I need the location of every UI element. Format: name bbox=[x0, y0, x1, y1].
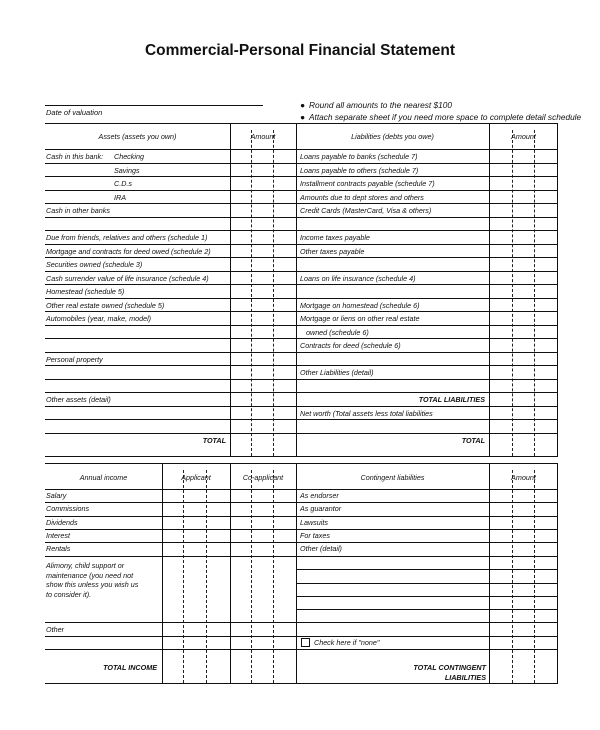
liability-row-rule bbox=[296, 325, 489, 326]
coapplicant-left-rule bbox=[230, 463, 231, 683]
income-row-label: Interest bbox=[46, 531, 70, 540]
liability-amount-rule bbox=[489, 379, 558, 380]
liability-row-rule bbox=[296, 338, 489, 339]
table2-row-rule bbox=[45, 502, 558, 503]
income-other-label: Other bbox=[46, 625, 64, 634]
contingent-amount-header: Amount bbox=[511, 473, 536, 482]
asset-row-rule bbox=[45, 365, 230, 366]
none-checkbox-label: Check here if "none" bbox=[314, 638, 380, 647]
asset-row-label: Other assets (detail) bbox=[46, 395, 111, 404]
page-title: Commercial-Personal Financial Statement bbox=[144, 42, 456, 59]
liability-row-rule bbox=[296, 433, 489, 434]
asset-row-label: Other real estate owned (schedule 5) bbox=[46, 301, 165, 310]
amount-divider bbox=[273, 130, 274, 456]
asset-row-rule bbox=[45, 325, 230, 326]
contingent-row-label: As endorser bbox=[300, 491, 339, 500]
liability-row-label: Credit Cards (MasterCard, Visa & others) bbox=[300, 206, 432, 215]
liability-amount-rule bbox=[489, 298, 558, 299]
income-row-label: Salary bbox=[46, 491, 67, 500]
asset-row-rule bbox=[45, 257, 230, 258]
asset-amount-rule bbox=[230, 230, 296, 231]
amount-divider bbox=[512, 130, 513, 456]
liability-row-rule bbox=[296, 176, 489, 177]
liability-row-rule bbox=[296, 298, 489, 299]
liability-amount-rule bbox=[489, 365, 558, 366]
asset-row-rule bbox=[45, 230, 230, 231]
header-rule bbox=[45, 149, 558, 150]
liability-amount-rule bbox=[489, 257, 558, 258]
contingent-header: Contingent liabilities bbox=[360, 473, 425, 482]
asset-amount-rule bbox=[230, 406, 296, 407]
liability-amount-rule bbox=[489, 230, 558, 231]
contingent-row-label: Other (detail) bbox=[300, 544, 342, 553]
asset-amount-rule bbox=[230, 163, 296, 164]
liability-row-rule bbox=[296, 163, 489, 164]
contingent-row-rule bbox=[296, 649, 558, 650]
asset-row-rule bbox=[45, 176, 230, 177]
asset-row-rule bbox=[45, 433, 230, 434]
asset-row-rule bbox=[45, 392, 230, 393]
liability-amount-rule bbox=[489, 325, 558, 326]
liability-amount-rule bbox=[489, 352, 558, 353]
liability-row-rule bbox=[296, 244, 489, 245]
liability-amount-rule bbox=[489, 217, 558, 218]
asset-row-label: Automobiles (year, make, model) bbox=[46, 314, 152, 323]
contingent-row-rule bbox=[296, 556, 558, 557]
liability-amount-rule bbox=[489, 433, 558, 434]
liability-amount-rule bbox=[489, 176, 558, 177]
applicant-header: Applicant bbox=[181, 473, 211, 482]
liability-row-label: Income taxes payable bbox=[300, 233, 370, 242]
asset-row-rule bbox=[45, 190, 230, 191]
liability-amount-rule bbox=[489, 163, 558, 164]
asset-row-rule bbox=[45, 311, 230, 312]
liability-amount-rule bbox=[489, 190, 558, 191]
liability-row-rule bbox=[296, 271, 489, 272]
asset-row-rule bbox=[45, 406, 230, 407]
income-row-label: Dividends bbox=[46, 518, 78, 527]
income-total-rule bbox=[45, 649, 296, 650]
liability-row-rule bbox=[296, 311, 489, 312]
liability-row-label: Loans payable to others (schedule 7) bbox=[300, 166, 419, 175]
asset-amount-rule bbox=[230, 433, 296, 434]
liability-row-rule bbox=[296, 406, 489, 407]
bullet-icon: ● bbox=[300, 112, 306, 122]
contingent-row-rule bbox=[296, 622, 558, 623]
income-row-rule bbox=[45, 622, 296, 623]
contingent-row-rule bbox=[296, 609, 558, 610]
cash-subtype-label: C.D.s bbox=[114, 179, 132, 188]
table-bottom-rule bbox=[45, 456, 558, 457]
coapplicant-header: Co-applicant bbox=[242, 473, 284, 482]
liabilities-total-label: TOTAL LIABILITIES bbox=[418, 395, 485, 404]
liability-amount-rule bbox=[489, 203, 558, 204]
assets-amount-header: Amount bbox=[250, 132, 276, 141]
amount-divider bbox=[534, 130, 535, 456]
liability-row-rule bbox=[296, 203, 489, 204]
liability-amount-rule bbox=[489, 244, 558, 245]
contingent-total-label: TOTAL CONTINGENT LIABILITIES bbox=[413, 663, 486, 682]
liability-amount-rule bbox=[489, 284, 558, 285]
asset-row-rule bbox=[45, 284, 230, 285]
asset-amount-rule bbox=[230, 419, 296, 420]
table2-header-rule bbox=[45, 489, 558, 490]
liability-row-label: Loans payable to banks (schedule 7) bbox=[300, 152, 418, 161]
table2-row-rule bbox=[45, 516, 558, 517]
asset-row-label: Personal property bbox=[46, 355, 103, 364]
liability-row-label: Amounts due to dept stores and others bbox=[300, 193, 424, 202]
liabilities-amount-header: Amount bbox=[511, 132, 536, 141]
date-of-valuation-label: Date of valuation bbox=[46, 108, 103, 117]
asset-row-rule bbox=[45, 244, 230, 245]
liability-amount-rule bbox=[489, 392, 558, 393]
cash-subtype-label: Savings bbox=[114, 166, 140, 175]
asset-row-rule bbox=[45, 217, 230, 218]
asset-amount-rule bbox=[230, 284, 296, 285]
asset-row-rule bbox=[45, 379, 230, 380]
asset-row-rule bbox=[45, 298, 230, 299]
table2-row-rule bbox=[45, 529, 558, 530]
asset-amount-rule bbox=[230, 392, 296, 393]
asset-amount-rule bbox=[230, 325, 296, 326]
liabilities-total-label: TOTAL bbox=[461, 436, 485, 445]
assets-header: Assets (assets you own) bbox=[98, 132, 177, 141]
liability-row-label: Mortgage on homestead (schedule 6) bbox=[300, 301, 420, 310]
liability-row-label: owned (schedule 6) bbox=[306, 328, 369, 337]
asset-row-rule bbox=[45, 203, 230, 204]
cash-subtype-label: Checking bbox=[114, 152, 144, 161]
liability-amount-rule bbox=[489, 406, 558, 407]
income-row-rule bbox=[45, 636, 296, 637]
asset-row-label: Mortgage and contracts for deed owed (schedule 2) bbox=[46, 247, 211, 256]
alimony-note: Alimony, child support or maintenance (you need not show this unless you wish us to consider it). bbox=[46, 561, 139, 599]
asset-row-rule bbox=[45, 419, 230, 420]
contingent-row-rule bbox=[296, 569, 558, 570]
table-top-rule bbox=[45, 123, 558, 124]
asset-amount-rule bbox=[230, 217, 296, 218]
asset-amount-rule bbox=[230, 311, 296, 312]
liabilities-header: Liabilities (debts you owe) bbox=[351, 132, 434, 141]
liability-amount-rule bbox=[489, 311, 558, 312]
income-row-label: Commissions bbox=[46, 504, 90, 513]
asset-amount-rule bbox=[230, 190, 296, 191]
asset-row-label: Cash surrender value of life insurance (schedule 4) bbox=[46, 274, 209, 283]
date-of-valuation-field[interactable] bbox=[45, 105, 263, 106]
liability-row-rule bbox=[296, 257, 489, 258]
asset-row-rule bbox=[45, 163, 230, 164]
assets-total-label: TOTAL bbox=[202, 436, 226, 445]
liability-row-rule bbox=[296, 419, 489, 420]
table2-row-rule bbox=[45, 542, 558, 543]
liability-row-rule bbox=[296, 365, 489, 366]
liability-row-label: Loans on life insurance (schedule 4) bbox=[300, 274, 416, 283]
liability-row-label: Other taxes payable bbox=[300, 247, 365, 256]
liability-row-label: Other Liabilities (detail) bbox=[300, 368, 374, 377]
asset-amount-rule bbox=[230, 203, 296, 204]
asset-amount-rule bbox=[230, 365, 296, 366]
liability-amount-rule bbox=[489, 271, 558, 272]
liability-row-rule bbox=[296, 392, 489, 393]
asset-row-rule bbox=[45, 338, 230, 339]
liability-row-rule bbox=[296, 379, 489, 380]
contingent-row-rule bbox=[296, 636, 558, 637]
note-round: ● Round all amounts to the nearest $100 bbox=[300, 100, 453, 110]
asset-amount-rule bbox=[230, 298, 296, 299]
asset-amount-rule bbox=[230, 257, 296, 258]
table2-top-rule bbox=[45, 463, 558, 464]
table2-right-rule bbox=[557, 463, 558, 683]
liability-row-rule bbox=[296, 352, 489, 353]
income-total-label: TOTAL INCOME bbox=[103, 663, 157, 672]
contingent-row-rule bbox=[296, 596, 558, 597]
liability-amount-rule bbox=[489, 338, 558, 339]
contingent-row-label: As guarantor bbox=[300, 504, 342, 513]
asset-amount-rule bbox=[230, 352, 296, 353]
asset-row-label: Cash in other banks bbox=[46, 206, 110, 215]
contingent-row-label: Lawsuits bbox=[300, 518, 328, 527]
asset-row-label: Due from friends, relatives and others (schedule 1) bbox=[46, 233, 208, 242]
liability-row-rule bbox=[296, 217, 489, 218]
income-row-label: Rentals bbox=[46, 544, 71, 553]
cash-subtype-label: IRA bbox=[114, 193, 126, 202]
liability-row-rule bbox=[296, 230, 489, 231]
asset-row-rule bbox=[45, 352, 230, 353]
income-header: Annual income bbox=[79, 473, 128, 482]
amount-divider bbox=[251, 130, 252, 456]
liability-row-label: Contracts for deed (schedule 6) bbox=[300, 341, 401, 350]
asset-row-label: Securities owned (schedule 3) bbox=[46, 260, 143, 269]
liability-row-label: Net worth (Total assets less total liabilities bbox=[300, 409, 433, 418]
liability-row-label: Mortgage or liens on other real estate bbox=[300, 314, 420, 323]
asset-row-rule bbox=[45, 271, 230, 272]
table2-middle-rule bbox=[296, 463, 297, 683]
contingent-amount-left-rule bbox=[489, 463, 490, 683]
asset-amount-rule bbox=[230, 379, 296, 380]
table2-bottom-rule bbox=[45, 683, 558, 684]
liability-row-rule bbox=[296, 284, 489, 285]
contingent-row-label: For taxes bbox=[300, 531, 330, 540]
applicant-left-rule bbox=[162, 463, 163, 683]
asset-amount-rule bbox=[230, 338, 296, 339]
asset-amount-rule bbox=[230, 176, 296, 177]
asset-row-label: Cash in this bank: bbox=[46, 152, 104, 161]
liability-amount-rule bbox=[489, 419, 558, 420]
liability-row-rule bbox=[296, 190, 489, 191]
asset-amount-rule bbox=[230, 244, 296, 245]
asset-row-label: Homestead (schedule 5) bbox=[46, 287, 125, 296]
liability-row-label: Installment contracts payable (schedule 7) bbox=[300, 179, 435, 188]
bullet-icon: ● bbox=[300, 100, 306, 110]
note-attach: ● Attach separate sheet if you need more space to complete detail schedule bbox=[300, 112, 582, 122]
none-checkbox[interactable] bbox=[301, 638, 310, 647]
contingent-row-rule bbox=[296, 583, 558, 584]
asset-amount-rule bbox=[230, 271, 296, 272]
